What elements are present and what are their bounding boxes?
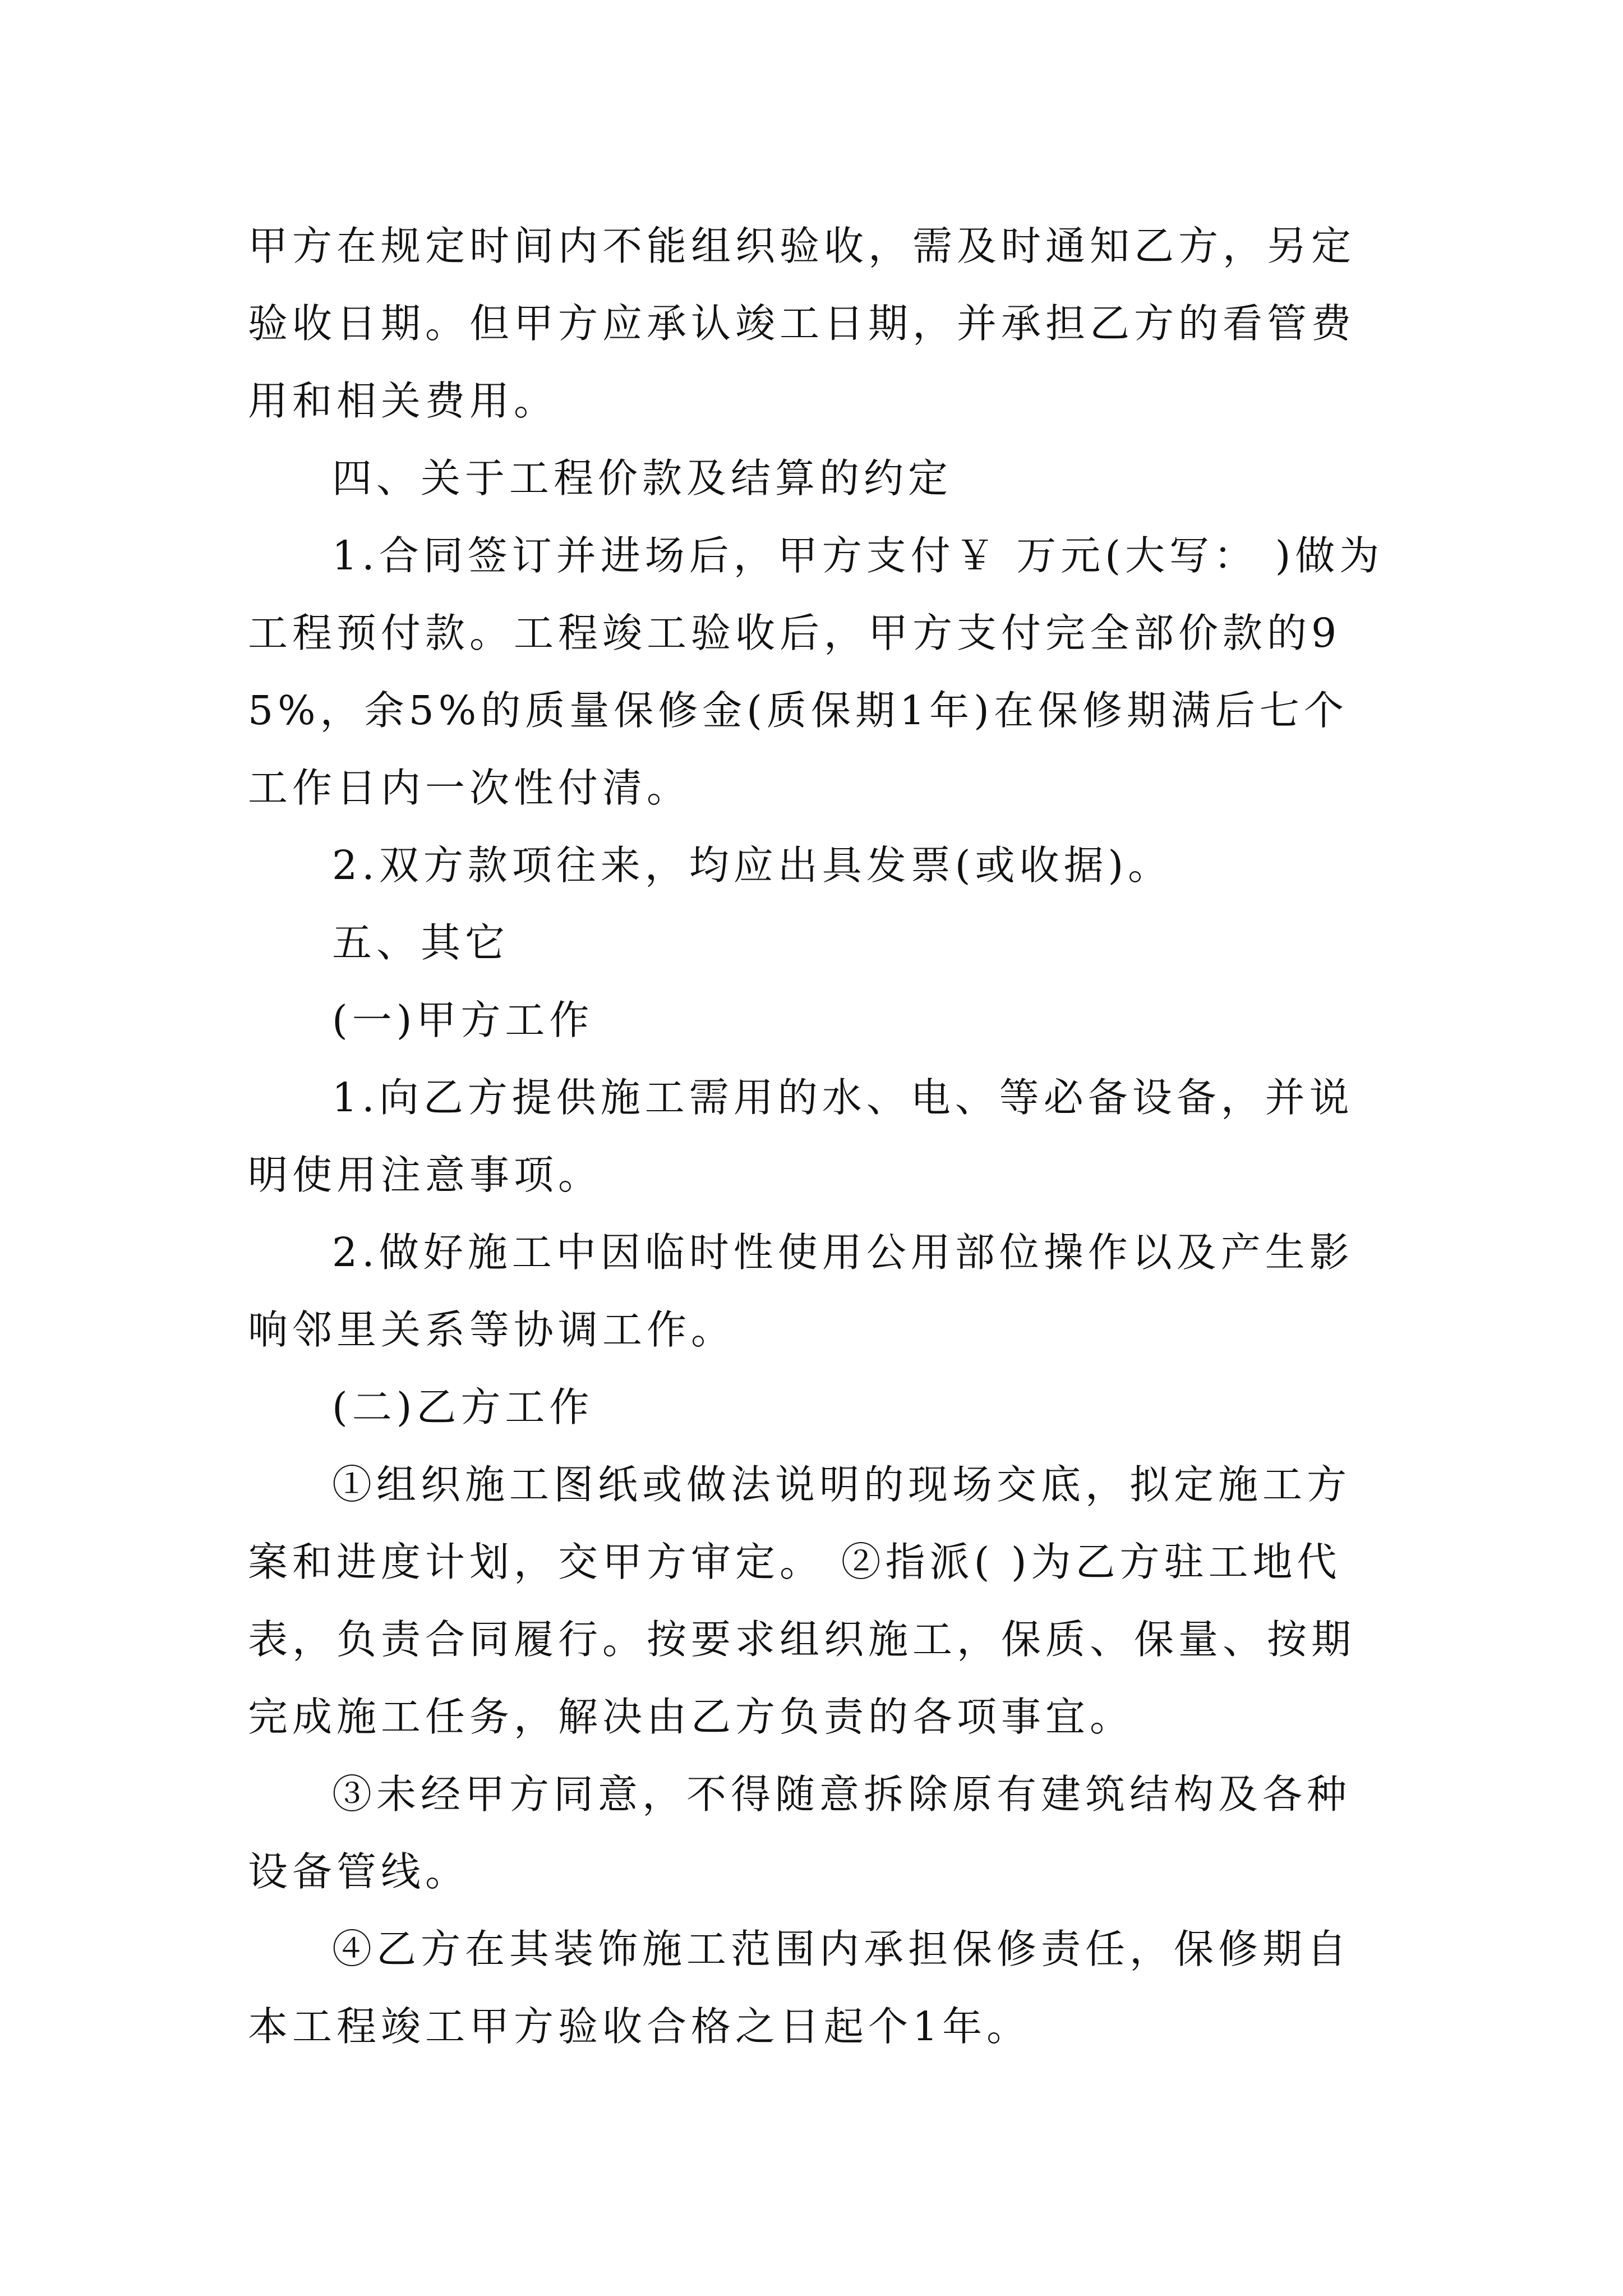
- paragraph-invoice: 2.双方款项往来，均应出具发票(或收据)。: [332, 842, 1173, 889]
- paragraph-acceptance: 甲方在规定时间内不能组织验收，需及时通知乙方，另定验收日期。但甲方应承认竣工日期，并承担乙方的看管费用和相关费用。: [248, 223, 1356, 424]
- paragraph-party-a-item-2: 2.做好施工中因临时性使用公用部位操作以及产生影响邻里关系等协调工作。: [248, 1229, 1354, 1353]
- section-heading-price-settlement: 四、关于工程价款及结算的约定: [332, 455, 953, 501]
- paragraph-party-b-item-3: ③未经甲方同意，不得随意拆除原有建筑结构及各种设备管线。: [248, 1771, 1352, 1895]
- paragraph-party-b-items-1-2: ①组织施工图纸或做法说明的现场交底，拟定施工方案和进度计划，交甲方审定。 ②指派( )为乙方驻工地代表，负责合同履行。按要求组织施工，保质、保量、按期完成施工任务，解决由乙方负责的各项事宜。: [248, 1461, 1356, 1740]
- paragraph-party-b-item-4: ④乙方在其装饰施工范围内承担保修责任，保修期自本工程竣工甲方验收合格之日起个1年。: [248, 1926, 1352, 2050]
- section-heading-other: 五、其它: [332, 919, 510, 966]
- paragraph-payment-terms: 1.合同签订并进场后，甲方支付￥ 万元(大写： )做为工程预付款。工程竣工验收后，甲方支付完全部价款的95%，余5%的质量保修金(质保期1年)在保修期满后七个工作日内一次性付清。: [248, 532, 1384, 811]
- paragraph-party-a-item-1: 1.向乙方提供施工需用的水、电、等必备设备，并说明使用注意事项。: [248, 1074, 1354, 1198]
- document-body: [248, 208, 1392, 2065]
- subheading-party-b-work: (二)乙方工作: [332, 1384, 594, 1430]
- subheading-party-a-work: (一)甲方工作: [332, 997, 594, 1043]
